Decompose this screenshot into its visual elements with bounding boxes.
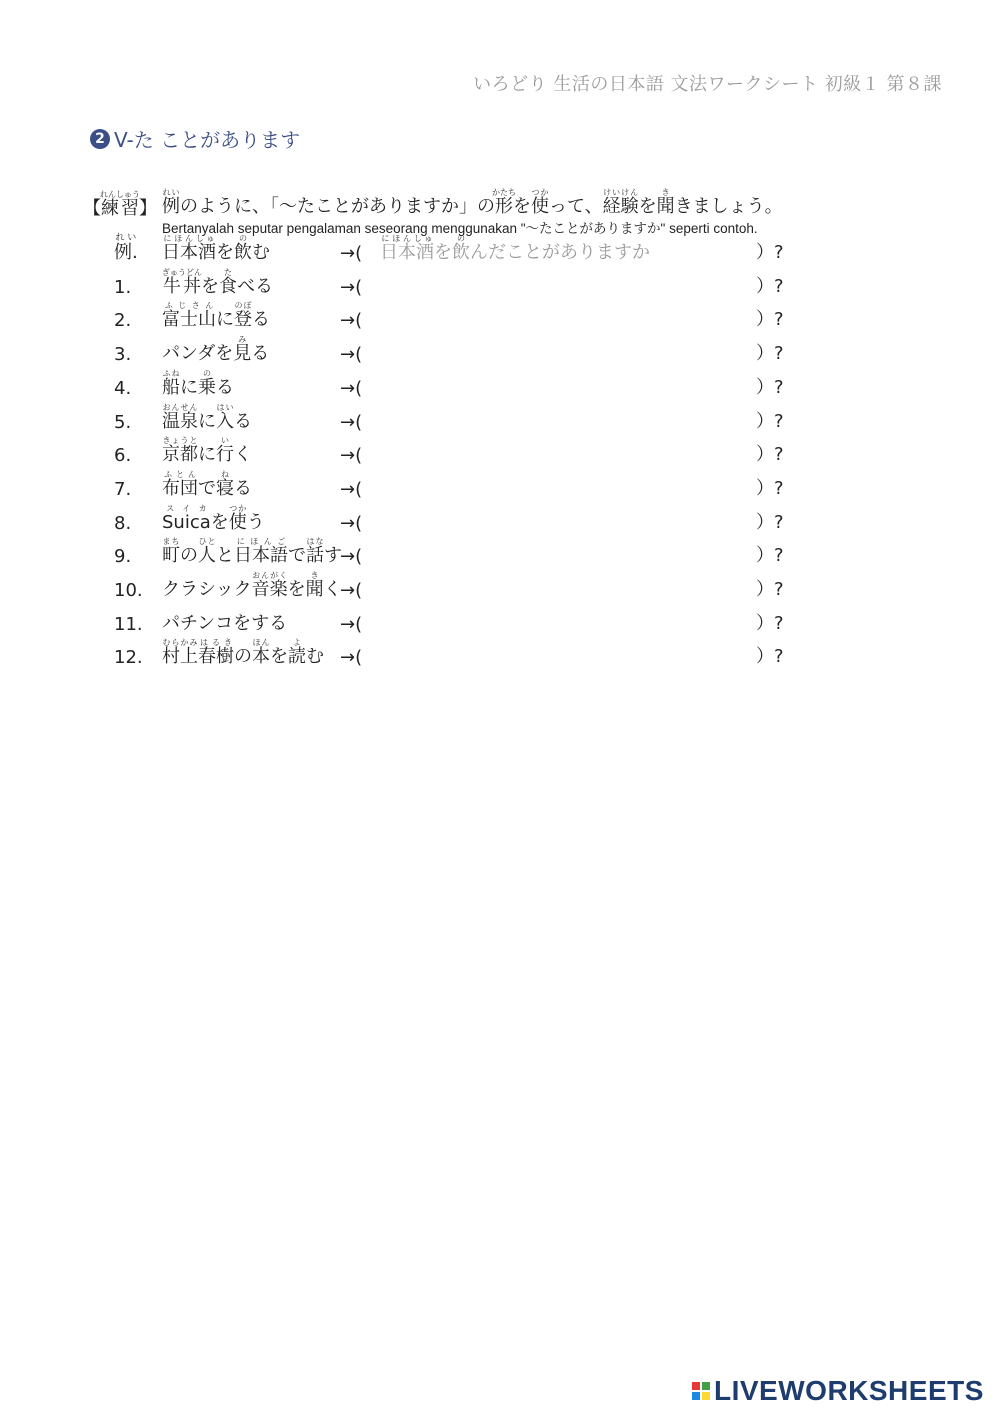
question-prompt: 町まちの人ひとと日本語にほんごで話はなす	[162, 537, 342, 566]
answer-input[interactable]	[380, 479, 750, 500]
question-row	[0, 337, 1000, 367]
arrow-open: →(	[340, 479, 363, 500]
answer-input[interactable]	[380, 614, 750, 635]
question-number: 1.	[114, 277, 132, 298]
example-answer: 日本酒にほんしゅを飲のんだことがありますか	[380, 234, 650, 263]
example-question: 日本酒にほんしゅを飲のむ	[162, 234, 270, 263]
question-prompt: パチンコをする	[162, 613, 288, 634]
close-paren: ）?	[756, 377, 784, 398]
arrow-open: →(	[340, 277, 363, 298]
arrow-open: →(	[340, 243, 363, 264]
answer-input[interactable]	[380, 344, 750, 365]
answer-input[interactable]	[380, 647, 750, 668]
question-prompt: パンダを見みる	[162, 335, 270, 364]
question-row	[0, 607, 1000, 637]
close-paren: ）?	[756, 276, 784, 297]
close-paren: ）?	[756, 478, 784, 499]
question-row	[0, 371, 1000, 401]
arrow-open: →(	[340, 614, 363, 635]
section-title	[90, 124, 300, 153]
answer-input[interactable]	[380, 412, 750, 433]
arrow-open: →(	[340, 546, 363, 567]
section-title-text: V-た ことがあります	[114, 128, 301, 152]
question-number: 3.	[114, 344, 132, 365]
close-paren: ）?	[756, 343, 784, 364]
logo-text: LIVEWORKSHEETS	[714, 1375, 984, 1406]
close-paren: ）?	[756, 411, 784, 432]
question-number: 6.	[114, 445, 132, 466]
arrow-open: →(	[340, 344, 363, 365]
answer-input[interactable]	[380, 513, 750, 534]
question-prompt: Suicaスイカを使つかう	[162, 504, 265, 533]
question-row	[0, 640, 1000, 670]
question-row	[0, 573, 1000, 603]
question-row	[0, 303, 1000, 333]
question-row	[0, 438, 1000, 468]
arrow-open: →(	[340, 445, 363, 466]
arrow-open: →(	[340, 310, 363, 331]
arrow-open: →(	[340, 378, 363, 399]
question-prompt: クラシック音楽おんがくを聞きく	[162, 571, 342, 600]
question-prompt: 京都きょうとに行いく	[162, 436, 252, 465]
practice-label: 【練習れんしゅう】	[83, 190, 157, 219]
question-row	[0, 506, 1000, 536]
question-row	[0, 539, 1000, 569]
answer-input[interactable]	[380, 546, 750, 567]
logo-squares-icon	[692, 1382, 710, 1400]
question-number: 2.	[114, 310, 132, 331]
section-number-badge: 2	[90, 129, 110, 149]
answer-input[interactable]	[380, 445, 750, 466]
close-paren: ）?	[756, 309, 784, 330]
liveworksheets-logo	[692, 1375, 984, 1407]
close-paren: ）?	[756, 646, 784, 667]
question-prompt: 村上むらかみ春樹はるきの本ほんを読よむ	[162, 638, 324, 667]
question-prompt: 温泉おんせんに入はいる	[162, 403, 252, 432]
close-paren: ）?	[756, 579, 784, 600]
answer-input[interactable]	[380, 580, 750, 601]
answer-input[interactable]	[380, 277, 750, 298]
question-number: 7.	[114, 479, 132, 500]
question-number: 4.	[114, 378, 132, 399]
translation-text: Bertanyalah seputar pengalaman seseorang menggunakan "～たことがありますか" seperti contoh.	[162, 221, 758, 236]
question-prompt: 富士山ふじさんに登のぼる	[162, 301, 270, 330]
question-number: 5.	[114, 412, 132, 433]
close-paren: ）?	[756, 444, 784, 465]
question-number: 12.	[114, 647, 143, 668]
instruction-text: 例れいのように、「～たことがありますか」の形かたちを使つかって、経験けいけんを聞ききましょう。	[162, 188, 783, 217]
question-prompt: 船ふねに乗のる	[162, 369, 234, 398]
worksheet-header: いろどり 生活の日本語 文法ワークシート 初級１ 第８課	[473, 74, 942, 95]
arrow-open: →(	[340, 412, 363, 433]
close-paren: ）?	[756, 545, 784, 566]
example-row	[0, 233, 1000, 266]
close-paren: ）?	[756, 512, 784, 533]
question-number: 9.	[114, 546, 132, 567]
question-number: 11.	[114, 614, 143, 635]
question-row	[0, 405, 1000, 435]
question-row	[0, 472, 1000, 502]
example-number: 例.れい	[114, 233, 138, 263]
answer-input[interactable]	[380, 378, 750, 399]
question-row	[0, 270, 1000, 300]
close-paren: ）?	[756, 613, 784, 634]
close-paren: ）?	[756, 242, 784, 263]
question-prompt: 牛丼ぎゅうどんを食たべる	[162, 268, 273, 297]
arrow-open: →(	[340, 580, 363, 601]
question-prompt: 布団ふとんで寝ねる	[162, 470, 252, 499]
arrow-open: →(	[340, 647, 363, 668]
question-number: 10.	[114, 580, 143, 601]
arrow-open: →(	[340, 513, 363, 534]
answer-input[interactable]	[380, 310, 750, 331]
question-number: 8.	[114, 513, 132, 534]
